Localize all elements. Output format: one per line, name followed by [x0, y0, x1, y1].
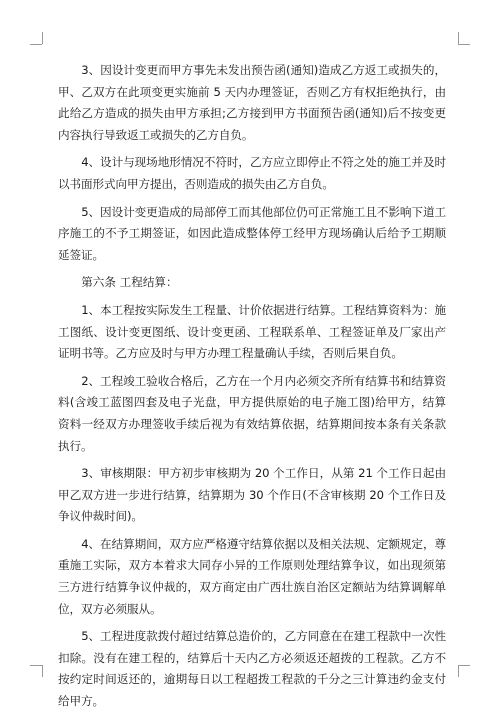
section-heading-article-6: 第六条 工程结算：: [81, 275, 178, 290]
crop-mark-bottom-left-h: [30, 665, 42, 666]
crop-mark-bottom-right-h: [458, 665, 470, 666]
clause-paragraph-4: 4、设计与现场地形情况不符时，乙方应立即停止不符之处的施工并及时以书面形式向甲方提出，否则造成的损失由乙方自负。: [58, 155, 446, 191]
settlement-paragraph-2: 2、工程竣工验收合格后，乙方在一个月内必须交齐所有结算书和结算资料(含竣工蓝图四套及电子光盘，甲方提供原始的电子施工图)给甲方，结算资料一经双方办理签收手续后视为有效结算依据，结算期间按本条有关条款执行。: [58, 373, 446, 453]
clause-paragraph-3: 3、因设计变更而甲方事先未发出预告函(通知)造成乙方返工或损失的，甲、乙双方在此项变更实施前 5 天内办理签证，否则乙方有权拒绝执行，由此给乙方造成的损失由甲方承担;乙方接到甲方书面预告函(通知)后不按变更内容执行导致返工或损失的乙方自负。: [58, 63, 446, 142]
settlement-paragraph-5: 5、工程进度款拨付超过结算总造价的，乙方同意在在建工程款中一次性扣除。没有在建工程的，结算后十天内乙方必须返还超拨的工程款。乙方不按约定时间返还的，逾期每日以工程超拨工程款的千分之三计算违约金支付给甲方。: [58, 629, 446, 709]
document-body: [58, 60, 446, 719]
crop-mark-top-left-h: [30, 44, 42, 45]
settlement-paragraph-4: 4、在结算期间，双方应严格遵守结算依据以及相关法规、定额规定，尊重施工实际，双方本着求大同存小异的工作原则处理结算争议，如出现须第三方进行结算争议仲裁的，双方商定由广西壮族自治区定额站为结算调解单位，双方必须服从。: [58, 536, 446, 616]
settlement-paragraph-3: 3、审核期限：甲方初步审核期为 20 个工作日，从第 21 个工作日起由甲乙双方进一步进行结算，结算期为 30 个作日(不含审核期 20 个工作日及争议仲裁时间)。: [58, 466, 446, 524]
crop-mark-top-left-v: [42, 32, 43, 44]
crop-mark-bottom-right-v: [458, 665, 459, 677]
crop-mark-bottom-left-v: [42, 665, 43, 677]
crop-mark-top-right-h: [458, 44, 470, 45]
crop-mark-top-right-v: [458, 32, 459, 44]
settlement-paragraph-1: 1、本工程按实际发生工程量、计价依据进行结算。工程结算资料为：施工图纸、设计变更图纸、设计变更函、工程联系单、工程签证单及厂家出产证明书等。乙方应及时与甲方办理工程量确认手续，否则后果自负。: [58, 302, 446, 361]
clause-paragraph-5: 5、因设计变更造成的局部停工而其他部位仍可正常施工且不影响下道工序施工的不予工期签证，如因此造成整体停工经甲方现场确认后给予工期顺延签证。: [58, 204, 446, 262]
